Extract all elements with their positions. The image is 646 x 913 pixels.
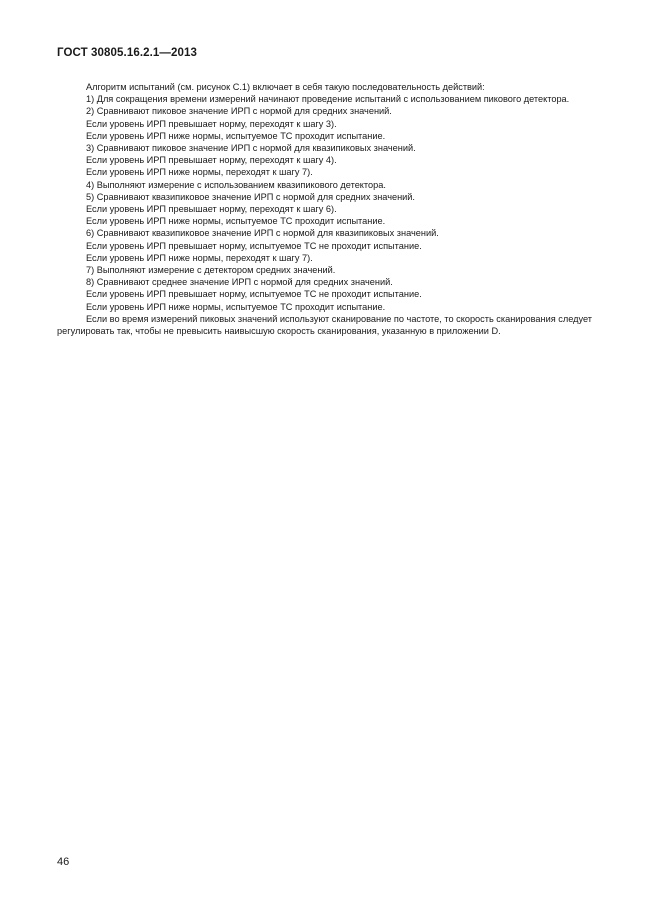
- paragraph-step-2-below: Если уровень ИРП ниже нормы, испытуемое ТС проходит испытание.: [86, 130, 386, 141]
- page-number: 46: [57, 856, 70, 868]
- paragraph-step-2: 2) Сравнивают пиковое значение ИРП с нормой для средних значений.: [86, 106, 392, 117]
- paragraph-step-3: 3) Сравнивают пиковое значение ИРП с нормой для квазипиковых значений.: [86, 143, 416, 154]
- paragraph-step-6-exceeds: Если уровень ИРП превышает норму, испытуемое ТС не проходит испытание.: [86, 240, 422, 251]
- paragraph-scanning-note: Если во время измерений пиковых значений используют сканирование по частоте, то скорость сканирования следует регулировать так, чтобы не превысить наивысшую скорость сканирования, указанную в приложении D.: [57, 313, 593, 337]
- paragraph-step-3-exceeds: Если уровень ИРП превышает норму, переходят к шагу 4).: [86, 155, 337, 166]
- document-body: [57, 81, 592, 337]
- paragraph-step-8: 8) Сравнивают среднее значение ИРП с нормой для средних значений.: [86, 277, 393, 288]
- paragraph-step-1: 1) Для сокращения времени измерений начинают проведение испытаний с использованием пикового детектора.: [86, 94, 570, 105]
- document-header: ГОСТ 30805.16.2.1—2013: [57, 47, 197, 59]
- paragraph-step-5-below: Если уровень ИРП ниже нормы, испытуемое ТС проходит испытание.: [86, 216, 386, 227]
- paragraph-step-5-exceeds: Если уровень ИРП превышает норму, переходят к шагу 6).: [86, 204, 337, 215]
- paragraph-step-6-below: Если уровень ИРП ниже нормы, переходят к шагу 7).: [86, 252, 313, 263]
- paragraph-step-5: 5) Сравнивают квазипиковое значение ИРП с нормой для средних значений.: [86, 191, 415, 202]
- paragraph-intro: Алгоритм испытаний (см. рисунок C.1) включает в себя такую последовательность действий:: [86, 82, 485, 92]
- paragraph-step-8-below: Если уровень ИРП ниже нормы, испытуемое ТС проходит испытание.: [86, 301, 386, 312]
- paragraph-step-7: 7) Выполняют измерение с детектором средних значений.: [86, 265, 336, 276]
- paragraph-step-6: 6) Сравнивают квазипиковое значение ИРП с нормой для квазипиковых значений.: [86, 228, 439, 239]
- paragraph-step-4: 4) Выполняют измерение с использованием квазипикового детектора.: [86, 179, 386, 190]
- paragraph-step-8-exceeds: Если уровень ИРП превышает норму, испытуемое ТС не проходит испытание.: [86, 289, 422, 300]
- paragraph-step-2-exceeds: Если уровень ИРП превышает норму, переходят к шагу 3).: [86, 118, 337, 129]
- paragraph-step-3-below: Если уровень ИРП ниже нормы, переходят к шагу 7).: [86, 167, 313, 178]
